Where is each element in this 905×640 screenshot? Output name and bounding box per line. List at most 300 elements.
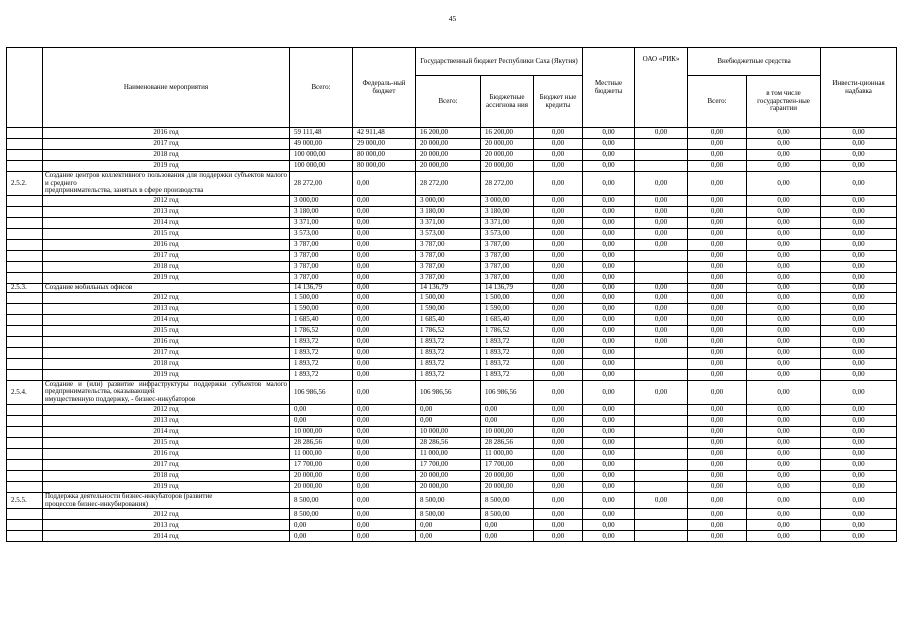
description-line: предпринимательства, занятых в сфере производства — [45, 186, 204, 195]
header-total: Всего: — [290, 48, 353, 128]
page-number: 45 — [448, 14, 457, 23]
rik-cell — [635, 459, 688, 470]
extra-total-cell: 0,00 — [688, 139, 747, 150]
total-cell: 3 787,00 — [290, 251, 353, 262]
state-total-cell: 1 893,72 — [416, 369, 481, 380]
rik-cell — [635, 161, 688, 172]
invest-cell: 0,00 — [821, 492, 897, 508]
year-row — [7, 218, 897, 229]
invest-cell: 0,00 — [821, 128, 897, 139]
description-line: имущественную поддержку, - бизнес-инкубаторов — [45, 395, 196, 404]
state-allocations-cell: 3 573,00 — [481, 229, 534, 240]
federal-cell: 0,00 — [353, 240, 416, 251]
measure-code — [7, 336, 43, 347]
local-cell: 0,00 — [583, 531, 635, 542]
invest-cell: 0,00 — [821, 207, 897, 218]
rik-cell — [635, 404, 688, 415]
year-label: 2016 год — [43, 448, 290, 459]
year-row — [7, 229, 897, 240]
year-row — [7, 358, 897, 369]
header-code — [7, 48, 43, 128]
measure-code — [7, 325, 43, 336]
state-total-cell: 1 685,40 — [416, 314, 481, 325]
year-label: 2013 год — [43, 520, 290, 531]
federal-cell: 0,00 — [353, 172, 416, 196]
total-cell: 1 786,52 — [290, 325, 353, 336]
invest-cell: 0,00 — [821, 303, 897, 314]
rik-cell: 0,00 — [635, 172, 688, 196]
state-allocations-cell: 0,00 — [481, 404, 534, 415]
measure-code — [7, 481, 43, 492]
state-credits-cell: 0,00 — [534, 347, 583, 358]
state-allocations-cell: 1 685,40 — [481, 314, 534, 325]
invest-cell: 0,00 — [821, 380, 897, 404]
measure-code — [7, 251, 43, 262]
extra-total-cell: 0,00 — [688, 218, 747, 229]
year-row — [7, 273, 897, 284]
extra-guarantees-cell: 0,00 — [747, 492, 821, 508]
extra-total-cell: 0,00 — [688, 358, 747, 369]
total-cell: 28 272,00 — [290, 172, 353, 196]
extra-total-cell: 0,00 — [688, 128, 747, 139]
year-label: 2015 год — [43, 325, 290, 336]
header-state-credits: Бюджет ные кредиты — [534, 76, 583, 128]
state-allocations-cell: 8 500,00 — [481, 492, 534, 508]
state-total-cell: 1 590,00 — [416, 303, 481, 314]
state-credits-cell: 0,00 — [534, 470, 583, 481]
federal-cell: 0,00 — [353, 531, 416, 542]
header-extra-total: Всего: — [688, 76, 747, 128]
state-credits-cell: 0,00 — [534, 437, 583, 448]
state-credits-cell: 0,00 — [534, 509, 583, 520]
state-allocations-cell: 1 893,72 — [481, 347, 534, 358]
state-allocations-cell: 3 787,00 — [481, 273, 534, 284]
state-credits-cell: 0,00 — [534, 358, 583, 369]
state-total-cell: 3 787,00 — [416, 251, 481, 262]
header-state-budget: Государственный бюджет Республики Саха (Якутия) — [416, 48, 583, 76]
state-total-cell: 3 000,00 — [416, 196, 481, 207]
rik-cell — [635, 251, 688, 262]
federal-cell: 0,00 — [353, 437, 416, 448]
state-credits-cell: 0,00 — [534, 172, 583, 196]
year-label: 2015 год — [43, 437, 290, 448]
total-cell: 28 286,56 — [290, 437, 353, 448]
state-allocations-cell: 1 590,00 — [481, 303, 534, 314]
year-row — [7, 314, 897, 325]
state-allocations-cell: 106 986,56 — [481, 380, 534, 404]
extra-total-cell: 0,00 — [688, 437, 747, 448]
total-cell: 0,00 — [290, 520, 353, 531]
year-label: 2019 год — [43, 481, 290, 492]
federal-cell: 0,00 — [353, 347, 416, 358]
invest-cell: 0,00 — [821, 273, 897, 284]
extra-total-cell: 0,00 — [688, 284, 747, 293]
year-label: 2019 год — [43, 369, 290, 380]
description-line: Создание и (или) развитие инфраструктуры поддержки субъектов малого предпринимательства, оказывающей — [45, 380, 287, 396]
state-allocations-cell: 1 786,52 — [481, 325, 534, 336]
local-cell: 0,00 — [583, 292, 635, 303]
extra-guarantees-cell: 0,00 — [747, 161, 821, 172]
total-cell: 1 893,72 — [290, 358, 353, 369]
invest-cell: 0,00 — [821, 520, 897, 531]
federal-cell: 0,00 — [353, 196, 416, 207]
measure-code: 2.5.4. — [7, 380, 43, 404]
state-credits-cell: 0,00 — [534, 262, 583, 273]
invest-cell: 0,00 — [821, 314, 897, 325]
invest-cell: 0,00 — [821, 262, 897, 273]
state-allocations-cell: 20 000,00 — [481, 470, 534, 481]
state-allocations-cell: 20 000,00 — [481, 481, 534, 492]
extra-guarantees-cell: 0,00 — [747, 347, 821, 358]
total-cell: 100 000,00 — [290, 161, 353, 172]
total-cell: 11 000,00 — [290, 448, 353, 459]
local-cell: 0,00 — [583, 273, 635, 284]
header-rik: ОАО «РИК» — [635, 48, 688, 128]
rik-cell: 0,00 — [635, 196, 688, 207]
rik-cell — [635, 139, 688, 150]
year-label: 2018 год — [43, 150, 290, 161]
extra-guarantees-cell: 0,00 — [747, 509, 821, 520]
state-total-cell: 17 700,00 — [416, 459, 481, 470]
extra-guarantees-cell: 0,00 — [747, 520, 821, 531]
year-label: 2017 год — [43, 459, 290, 470]
total-cell: 1 893,72 — [290, 347, 353, 358]
federal-cell: 0,00 — [353, 369, 416, 380]
federal-cell: 80 000,00 — [353, 161, 416, 172]
measure-code — [7, 509, 43, 520]
local-cell: 0,00 — [583, 492, 635, 508]
year-label: 2012 год — [43, 196, 290, 207]
federal-cell: 0,00 — [353, 251, 416, 262]
measure-code: 2.5.5. — [7, 492, 43, 508]
extra-total-cell: 0,00 — [688, 196, 747, 207]
measure-code — [7, 369, 43, 380]
state-credits-cell: 0,00 — [534, 448, 583, 459]
header-extra-budget: Внебюджетные средства — [688, 48, 821, 76]
total-cell: 0,00 — [290, 415, 353, 426]
extra-total-cell: 0,00 — [688, 229, 747, 240]
year-label: 2012 год — [43, 509, 290, 520]
state-credits-cell: 0,00 — [534, 380, 583, 404]
local-cell: 0,00 — [583, 150, 635, 161]
federal-cell: 0,00 — [353, 509, 416, 520]
state-total-cell: 20 000,00 — [416, 161, 481, 172]
rik-cell: 0,00 — [635, 336, 688, 347]
rik-cell — [635, 273, 688, 284]
state-allocations-cell: 3 787,00 — [481, 251, 534, 262]
local-cell: 0,00 — [583, 303, 635, 314]
extra-guarantees-cell: 0,00 — [747, 448, 821, 459]
year-row — [7, 161, 897, 172]
extra-guarantees-cell: 0,00 — [747, 292, 821, 303]
year-row — [7, 426, 897, 437]
rik-cell: 0,00 — [635, 314, 688, 325]
extra-total-cell: 0,00 — [688, 172, 747, 196]
state-credits-cell: 0,00 — [534, 218, 583, 229]
extra-guarantees-cell: 0,00 — [747, 128, 821, 139]
rik-cell: 0,00 — [635, 325, 688, 336]
federal-cell: 0,00 — [353, 262, 416, 273]
measure-description — [43, 492, 290, 508]
local-cell: 0,00 — [583, 325, 635, 336]
extra-total-cell: 0,00 — [688, 207, 747, 218]
state-total-cell: 1 893,72 — [416, 336, 481, 347]
extra-guarantees-cell: 0,00 — [747, 240, 821, 251]
federal-cell: 0,00 — [353, 358, 416, 369]
invest-cell: 0,00 — [821, 150, 897, 161]
measure-description — [43, 284, 290, 293]
measure-code — [7, 139, 43, 150]
year-row — [7, 262, 897, 273]
extra-guarantees-cell: 0,00 — [747, 207, 821, 218]
total-cell: 3 180,00 — [290, 207, 353, 218]
measure-code — [7, 207, 43, 218]
federal-cell: 29 000,00 — [353, 139, 416, 150]
year-label: 2014 год — [43, 218, 290, 229]
local-cell: 0,00 — [583, 336, 635, 347]
description-line: Создание центров коллективного пользования для поддержки субъектов малого и среднего — [45, 171, 287, 187]
state-allocations-cell: 3 371,00 — [481, 218, 534, 229]
federal-cell: 0,00 — [353, 336, 416, 347]
extra-guarantees-cell: 0,00 — [747, 437, 821, 448]
year-row — [7, 325, 897, 336]
state-total-cell: 10 000,00 — [416, 426, 481, 437]
extra-total-cell: 0,00 — [688, 369, 747, 380]
rik-cell: 0,00 — [635, 284, 688, 293]
federal-cell: 0,00 — [353, 470, 416, 481]
state-allocations-cell: 1 893,72 — [481, 336, 534, 347]
rik-cell: 0,00 — [635, 229, 688, 240]
state-allocations-cell: 20 000,00 — [481, 150, 534, 161]
year-label: 2017 год — [43, 251, 290, 262]
local-cell: 0,00 — [583, 196, 635, 207]
rik-cell: 0,00 — [635, 303, 688, 314]
rik-cell — [635, 262, 688, 273]
header-state-allocations: Бюджетные ассигнова ния — [481, 76, 534, 128]
total-cell: 20 000,00 — [290, 470, 353, 481]
measure-code — [7, 273, 43, 284]
extra-guarantees-cell: 0,00 — [747, 358, 821, 369]
extra-guarantees-cell: 0,00 — [747, 336, 821, 347]
federal-cell: 0,00 — [353, 218, 416, 229]
state-credits-cell: 0,00 — [534, 150, 583, 161]
state-credits-cell: 0,00 — [534, 426, 583, 437]
total-cell: 17 700,00 — [290, 459, 353, 470]
local-cell: 0,00 — [583, 172, 635, 196]
state-credits-cell: 0,00 — [534, 314, 583, 325]
description-line: процессов бизнес-инкубирования) — [45, 499, 148, 508]
local-cell: 0,00 — [583, 262, 635, 273]
measure-code — [7, 470, 43, 481]
federal-cell: 0,00 — [353, 273, 416, 284]
measure-code — [7, 520, 43, 531]
year-row — [7, 509, 897, 520]
year-row — [7, 128, 897, 139]
state-total-cell: 3 787,00 — [416, 262, 481, 273]
local-cell: 0,00 — [583, 314, 635, 325]
extra-total-cell: 0,00 — [688, 520, 747, 531]
rik-cell — [635, 520, 688, 531]
extra-guarantees-cell: 0,00 — [747, 139, 821, 150]
total-cell: 3 000,00 — [290, 196, 353, 207]
invest-cell: 0,00 — [821, 470, 897, 481]
year-label: 2016 год — [43, 336, 290, 347]
federal-cell: 80 000,00 — [353, 150, 416, 161]
state-credits-cell: 0,00 — [534, 240, 583, 251]
invest-cell: 0,00 — [821, 415, 897, 426]
federal-cell: 0,00 — [353, 207, 416, 218]
state-credits-cell: 0,00 — [534, 273, 583, 284]
year-row — [7, 531, 897, 542]
extra-guarantees-cell: 0,00 — [747, 251, 821, 262]
measure-row — [7, 284, 897, 293]
year-label: 2017 год — [43, 347, 290, 358]
state-credits-cell: 0,00 — [534, 481, 583, 492]
state-total-cell: 16 200,00 — [416, 128, 481, 139]
extra-total-cell: 0,00 — [688, 325, 747, 336]
extra-total-cell: 0,00 — [688, 273, 747, 284]
state-total-cell: 28 272,00 — [416, 172, 481, 196]
state-allocations-cell: 14 136,79 — [481, 284, 534, 293]
state-credits-cell: 0,00 — [534, 292, 583, 303]
measure-code — [7, 347, 43, 358]
invest-cell: 0,00 — [821, 292, 897, 303]
year-label: 2018 год — [43, 470, 290, 481]
year-row — [7, 481, 897, 492]
state-total-cell: 106 986,56 — [416, 380, 481, 404]
year-row — [7, 437, 897, 448]
extra-total-cell: 0,00 — [688, 415, 747, 426]
federal-cell: 0,00 — [353, 292, 416, 303]
state-total-cell: 1 893,72 — [416, 347, 481, 358]
year-row — [7, 240, 897, 251]
header-extra-guarantees: в том числе государствен-ные гарантии — [747, 76, 821, 128]
rik-cell — [635, 470, 688, 481]
local-cell: 0,00 — [583, 161, 635, 172]
extra-total-cell: 0,00 — [688, 380, 747, 404]
state-allocations-cell: 1 500,00 — [481, 292, 534, 303]
federal-cell: 0,00 — [353, 229, 416, 240]
extra-guarantees-cell: 0,00 — [747, 470, 821, 481]
year-label: 2012 год — [43, 292, 290, 303]
state-total-cell: 1 893,72 — [416, 358, 481, 369]
total-cell: 3 371,00 — [290, 218, 353, 229]
year-label: 2012 год — [43, 404, 290, 415]
invest-cell: 0,00 — [821, 325, 897, 336]
total-cell: 1 893,72 — [290, 369, 353, 380]
measure-code — [7, 531, 43, 542]
state-credits-cell: 0,00 — [534, 128, 583, 139]
extra-guarantees-cell: 0,00 — [747, 531, 821, 542]
federal-cell: 42 911,48 — [353, 128, 416, 139]
extra-guarantees-cell: 0,00 — [747, 229, 821, 240]
extra-total-cell: 0,00 — [688, 492, 747, 508]
extra-total-cell: 0,00 — [688, 448, 747, 459]
local-cell: 0,00 — [583, 481, 635, 492]
total-cell: 8 500,00 — [290, 509, 353, 520]
measure-code: 2.5.2. — [7, 172, 43, 196]
extra-guarantees-cell: 0,00 — [747, 172, 821, 196]
invest-cell: 0,00 — [821, 358, 897, 369]
extra-total-cell: 0,00 — [688, 150, 747, 161]
year-row — [7, 415, 897, 426]
year-label: 2018 год — [43, 358, 290, 369]
extra-guarantees-cell: 0,00 — [747, 380, 821, 404]
state-total-cell: 20 000,00 — [416, 470, 481, 481]
total-cell: 106 986,56 — [290, 380, 353, 404]
state-total-cell: 20 000,00 — [416, 150, 481, 161]
local-cell: 0,00 — [583, 470, 635, 481]
state-credits-cell: 0,00 — [534, 459, 583, 470]
state-total-cell: 1 500,00 — [416, 292, 481, 303]
extra-total-cell: 0,00 — [688, 336, 747, 347]
state-credits-cell: 0,00 — [534, 369, 583, 380]
year-label: 2013 год — [43, 303, 290, 314]
state-total-cell: 3 371,00 — [416, 218, 481, 229]
rik-cell — [635, 448, 688, 459]
total-cell: 1 590,00 — [290, 303, 353, 314]
state-allocations-cell: 0,00 — [481, 531, 534, 542]
measure-code — [7, 229, 43, 240]
invest-cell: 0,00 — [821, 218, 897, 229]
measure-code — [7, 150, 43, 161]
total-cell: 0,00 — [290, 404, 353, 415]
rik-cell: 0,00 — [635, 240, 688, 251]
total-cell: 59 111,48 — [290, 128, 353, 139]
header-state-total: Всего: — [416, 76, 481, 128]
local-cell: 0,00 — [583, 448, 635, 459]
local-cell: 0,00 — [583, 426, 635, 437]
state-credits-cell: 0,00 — [534, 196, 583, 207]
state-credits-cell: 0,00 — [534, 336, 583, 347]
measure-row — [7, 380, 897, 404]
state-allocations-cell: 8 500,00 — [481, 509, 534, 520]
measure-code — [7, 161, 43, 172]
invest-cell: 0,00 — [821, 251, 897, 262]
year-row — [7, 292, 897, 303]
invest-cell: 0,00 — [821, 448, 897, 459]
rik-cell — [635, 347, 688, 358]
table-body — [7, 128, 897, 542]
state-credits-cell: 0,00 — [534, 325, 583, 336]
local-cell: 0,00 — [583, 437, 635, 448]
rik-cell: 0,00 — [635, 292, 688, 303]
federal-cell: 0,00 — [353, 284, 416, 293]
state-allocations-cell: 3 000,00 — [481, 196, 534, 207]
rik-cell — [635, 358, 688, 369]
extra-total-cell: 0,00 — [688, 292, 747, 303]
extra-total-cell: 0,00 — [688, 470, 747, 481]
local-cell: 0,00 — [583, 229, 635, 240]
state-allocations-cell: 28 272,00 — [481, 172, 534, 196]
header-local: Местные бюджеты — [583, 48, 635, 128]
federal-cell: 0,00 — [353, 520, 416, 531]
total-cell: 3 787,00 — [290, 273, 353, 284]
federal-cell: 0,00 — [353, 426, 416, 437]
state-allocations-cell: 10 000,00 — [481, 426, 534, 437]
measure-code: 2.5.3. — [7, 284, 43, 293]
extra-total-cell: 0,00 — [688, 240, 747, 251]
federal-cell: 0,00 — [353, 459, 416, 470]
extra-total-cell: 0,00 — [688, 531, 747, 542]
local-cell: 0,00 — [583, 284, 635, 293]
year-label: 2016 год — [43, 128, 290, 139]
state-total-cell: 20 000,00 — [416, 481, 481, 492]
year-label: 2013 год — [43, 207, 290, 218]
extra-total-cell: 0,00 — [688, 347, 747, 358]
state-total-cell: 8 500,00 — [416, 509, 481, 520]
year-label: 2014 год — [43, 314, 290, 325]
